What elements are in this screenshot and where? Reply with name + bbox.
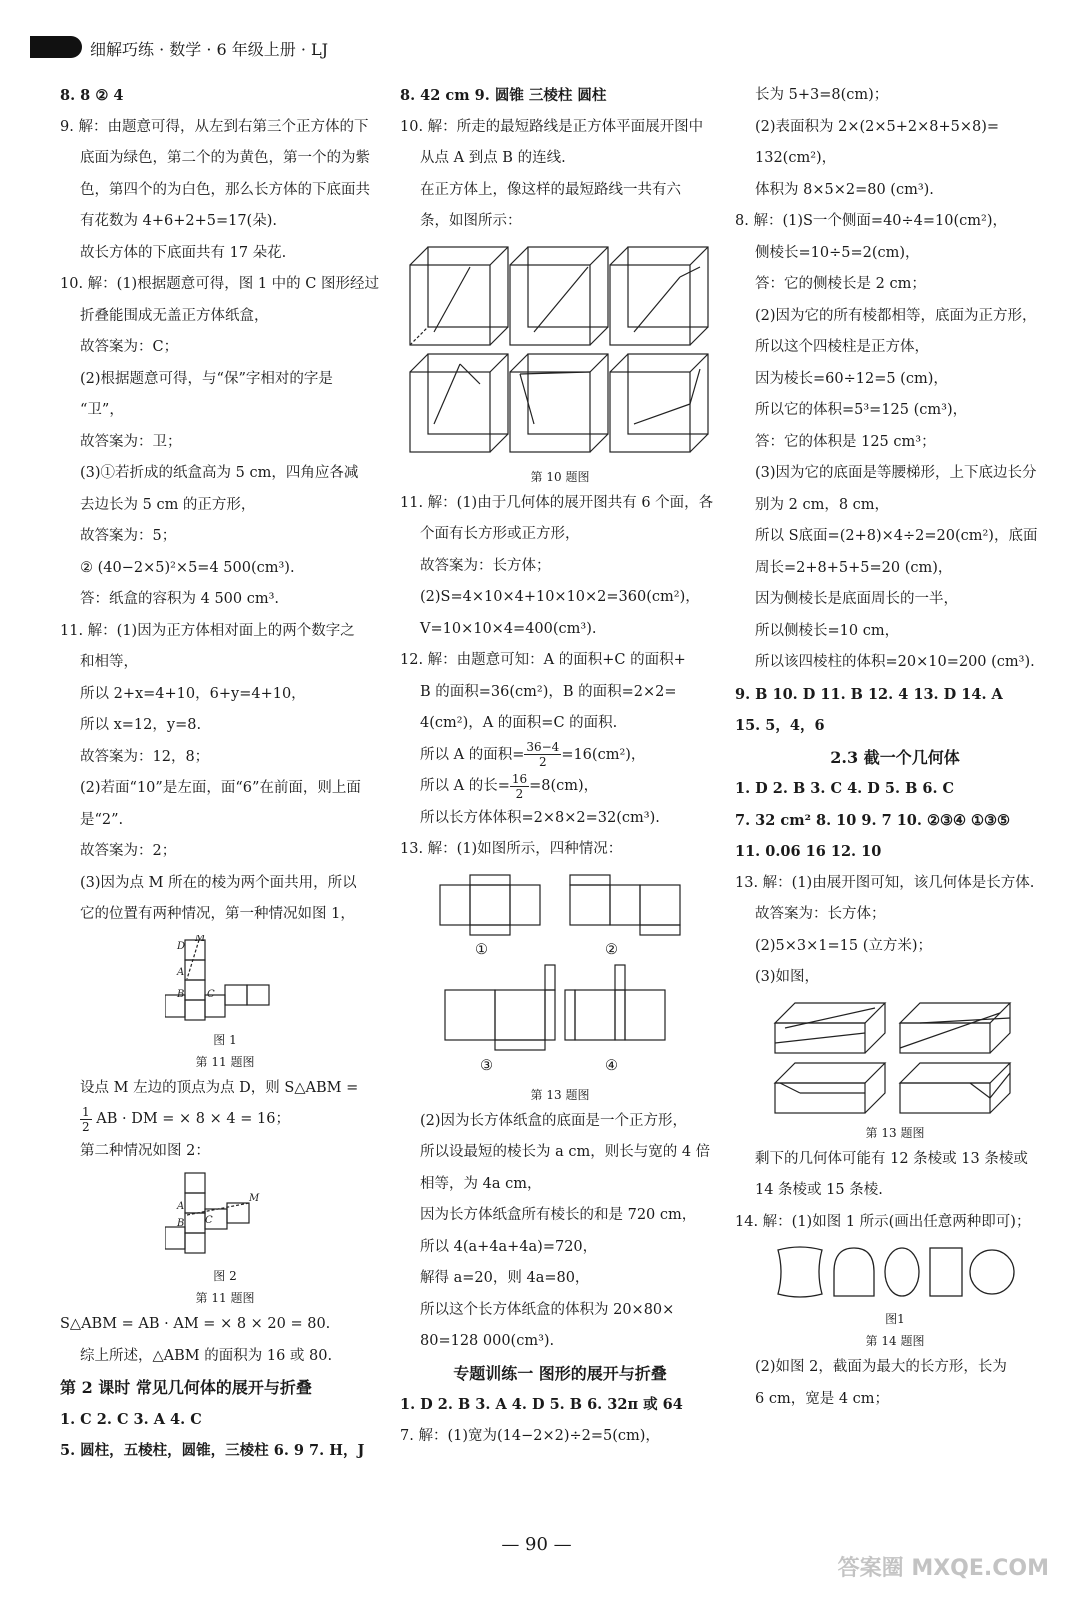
answer-line: 因为棱长=60÷12=5 (cm)， — [755, 370, 948, 387]
answer-line: 体积为 8×5×2=80 (cm³). — [755, 181, 934, 198]
column-3 — [735, 80, 1055, 1415]
watermark-logo: 答案圈 MXQE.COM — [837, 1556, 1049, 1581]
answer-line: 15. 5，4，6 — [735, 717, 825, 734]
header-title: 细解巧练 · 数学 · 6 年级上册 · LJ — [90, 40, 329, 59]
answer-line: 答：它的体积是 125 cm³； — [755, 433, 936, 450]
answer-line: 所以它的体积=5³=125 (cm³)， — [755, 402, 968, 418]
answer-line: 7. 32 cm² 8. 10 9. 7 10. ②③④ ①③⑤ — [735, 811, 1011, 829]
answer-line: 132(cm²)， — [755, 150, 837, 166]
answer-line: (2)若面“10”是左面，面“6”在前面，则上面 — [80, 780, 361, 796]
answer-line: 色，第四个的为白色，那么长方体的下底面共 — [80, 181, 370, 198]
section-heading: 专题训练一 图形的展开与折叠 — [453, 1363, 667, 1383]
answer-line: 9. B 10. D 11. B 12. 4 13. D 14. A — [735, 685, 1003, 703]
svg-text:A: A — [177, 1201, 185, 1212]
answer-line: 在正方体上，像这样的最短路线一共有六 — [420, 181, 681, 198]
answer-line: 所以 x=12，y=8. — [80, 717, 202, 733]
answer-line: 所以这个长方体纸盒的体积为 20×80× — [420, 1301, 675, 1318]
answer-line: 13. 解：(1)由展开图可知，该几何体是长方体. — [735, 874, 1035, 891]
answer-line: 从点 A 到点 B 的连线. — [420, 150, 566, 166]
svg-text:C: C — [205, 1215, 213, 1226]
answer-line: 去边长为 5 cm 的正方形， — [80, 496, 256, 513]
net-label-3: ③ — [480, 1057, 493, 1074]
answer-line: 底面为绿色，第二个的为黄色，第一个的为紫 — [80, 150, 370, 166]
svg-text:M: M — [195, 934, 206, 944]
answer-line: 解得 a=20，则 4a=80， — [420, 1270, 590, 1286]
figure-caption: 第 11 题图 — [195, 1291, 255, 1305]
answer-line: 10. 解：(1)根据题意可得，图 1 中的 C 图形经过 — [60, 276, 379, 292]
answer-line: (2)表面积为 2×(2×5+2×8+5×8)= — [755, 118, 1000, 135]
answer-line: 故长方体的下底面共有 17 朵花. — [80, 244, 287, 261]
answer-line: 7. 解：(1)宽为(14−2×2)÷2=5(cm)， — [400, 1427, 660, 1444]
net-figure-1 — [165, 935, 285, 1025]
answer-line: 个面有长方形或正方形， — [420, 526, 580, 542]
denominator: 2 — [539, 755, 547, 769]
answer-line: (3)因为它的底面是等腰梯形，上下底边长分 — [755, 465, 1037, 481]
answer-line: 80=128 000(cm³). — [420, 1333, 555, 1349]
formula-text: 所以 A 的面积= — [420, 746, 525, 763]
answer-line: 剩下的几何体可能有 12 条棱或 13 条棱或 — [755, 1150, 1028, 1167]
fraction — [510, 772, 529, 801]
answer-line-fraction — [400, 771, 720, 803]
figure-caption: 第 14 题图 — [865, 1334, 925, 1348]
svg-text:D: D — [177, 940, 186, 952]
answer-line: 1. C 2. C 3. A 4. C — [60, 1410, 202, 1428]
fraction — [524, 740, 561, 769]
figure-label: 图 1 — [213, 1032, 237, 1047]
answer-line: 10. 解：所走的最短路线是正方体平面展开图中 — [400, 118, 704, 135]
numerator: 36−4 — [526, 740, 560, 754]
svg-text:B: B — [177, 1218, 185, 1229]
answer-line: 因为长方体纸盒所有棱长的和是 720 cm， — [420, 1207, 697, 1223]
denominator: 2 — [515, 786, 524, 801]
numerator: 16 — [511, 771, 528, 786]
answer-line: 侧棱长=10÷5=2(cm)， — [755, 244, 920, 261]
answer-line: 所以设最短的棱长为 a cm，则长与宽的 4 倍 — [420, 1144, 711, 1160]
section-heading: 2.3 截一个几何体 — [830, 747, 960, 767]
answer-line: 别为 2 cm，8 cm， — [755, 496, 890, 513]
answer-line: 所以 4(a+4a+4a)=720， — [420, 1238, 598, 1255]
answer-line: 条，如图所示： — [420, 213, 522, 229]
answer-line: 4(cm²)，A 的面积=C 的面积. — [420, 715, 618, 731]
answer-line: 故答案为：C； — [80, 339, 179, 355]
answer-line: 因为侧棱长是底面周长的一半， — [755, 591, 958, 607]
answer-line: 周长=2+8+5+5=20 (cm)， — [755, 559, 953, 576]
answer-line: 11. 解：(1)由于几何体的展开图共有 6 个面，各 — [400, 494, 714, 511]
numerator: 1 — [82, 1104, 90, 1119]
answer-line: 14 条棱或 15 条棱. — [755, 1182, 883, 1198]
answer-line: 和相等， — [80, 654, 138, 670]
box-nets-figure — [410, 870, 710, 1080]
answer-line: 所以 2+x=4+10，6+y=4+10， — [80, 685, 306, 702]
column-1 — [60, 80, 390, 1467]
answer-line: 8. 解：(1)S一个侧面=40÷4=10(cm²)， — [735, 213, 1007, 229]
answer-line: 是“2”. — [80, 811, 124, 828]
answer-line: 设点 M 左边的顶点为点 D，则 S△ABM = — [80, 1079, 359, 1096]
answer-line: 第二种情况如图 2： — [80, 1142, 210, 1159]
formula-text: =8(cm)， — [529, 778, 599, 794]
answer-line: 14. 解：(1)如图 1 所示(画出任意两种即可)； — [735, 1213, 1031, 1230]
net-label-1: ① — [475, 941, 488, 958]
answer-line: 所以 S底面=(2+8)×4÷2=20(cm²)，底面 — [755, 528, 1038, 544]
section-heading: 第 2 课时 常见几何体的展开与折叠 — [60, 1378, 312, 1397]
answer-line: (2)因为长方体纸盒的底面是一个正方形， — [420, 1112, 688, 1129]
answer-line: (3)①若折成的纸盒高为 5 cm，四角应各减 — [80, 465, 359, 481]
formula-text: =16(cm²)， — [561, 746, 646, 763]
answer-line: 8. 42 cm 9. 圆锥 三棱柱 圆柱 — [400, 87, 607, 104]
figure-caption: 第 11 题图 — [195, 1054, 255, 1069]
answer-line: V=10×10×4=400(cm³). — [420, 620, 597, 637]
figure-caption: 第 13 题图 — [530, 1087, 590, 1102]
answer-line: 长为 5+3=8(cm)； — [755, 87, 889, 103]
answer-line: (2)5×3×1=15 (立方米)； — [755, 937, 933, 954]
figure-label: 图1 — [885, 1312, 905, 1326]
answer-line: 1. D 2. B 3. A 4. D 5. B 6. 32π 或 64 — [400, 1396, 683, 1413]
column-2 — [400, 80, 720, 1452]
answer-line: 折叠能围成无盖正方体纸盒， — [80, 307, 269, 324]
formula-text: AB · DM = × 8 × 4 = 16； — [96, 1111, 290, 1127]
cut-box-figure — [770, 998, 1020, 1118]
answer-line: 故答案为：2； — [80, 843, 177, 859]
svg-text:M: M — [249, 1193, 260, 1204]
answer-line: 相等，为 4a cm， — [420, 1175, 542, 1192]
answer-line: (3)如图， — [755, 969, 820, 985]
answer-line: 11. 0.06 16 12. 10 — [735, 843, 882, 860]
answer-line: (3)因为点 M 所在的棱为两个面共用，所以 — [80, 874, 357, 891]
answer-line: 有花数为 4+6+2+5=17(朵). — [80, 213, 277, 229]
answer-line: 故答案为：长方体； — [755, 906, 886, 922]
answer-line: 它的位置有两种情况，第一种情况如图 1， — [80, 906, 355, 922]
answer-line: (2)因为它的所有棱都相等，底面为正方形， — [755, 307, 1037, 324]
answer-line: 故答案为：卫； — [80, 433, 182, 450]
net-figure-2 — [165, 1171, 285, 1261]
cube-paths-figure — [405, 242, 715, 462]
answer-line: 所以该四棱柱的体积=20×10=200 (cm³). — [755, 654, 1035, 670]
answer-line: 12. 解：由题意可知：A 的面积+C 的面积+ — [400, 652, 686, 668]
answer-line-fraction — [400, 740, 720, 772]
header-tab-block — [30, 36, 82, 58]
fraction — [80, 1105, 92, 1134]
answer-line: B 的面积=36(cm²)，B 的面积=2×2= — [420, 683, 677, 700]
answer-line: 5. 圆柱，五棱柱，圆锥，三棱柱 6. 9 7. H，J — [60, 1442, 365, 1459]
answer-line: S△ABM = AB · AM = × 8 × 20 = 80. — [60, 1316, 331, 1332]
answer-line: (2)根据题意可得，与“保”字相对的字是 — [80, 370, 333, 387]
answer-line: 6 cm，宽是 4 cm； — [755, 1390, 890, 1407]
figure-label: 图 2 — [213, 1269, 237, 1283]
figure-caption: 第 13 题图 — [865, 1125, 925, 1140]
answer-line: 8. 8 ② 4 — [60, 87, 124, 104]
denominator: 2 — [82, 1119, 90, 1134]
answer-line: 1. D 2. B 3. C 4. D 5. B 6. C — [735, 780, 955, 797]
answer-line-fraction — [60, 1104, 390, 1136]
answer-line: 故答案为：5； — [80, 528, 177, 544]
answer-line: 13. 解：(1)如图所示，四种情况： — [400, 841, 623, 857]
answer-line: “卫”， — [80, 402, 124, 418]
net-label-4: ④ — [605, 1057, 618, 1074]
answer-line: 9. 解：由题意可得，从左到右第三个正方体的下 — [60, 118, 369, 135]
answer-line: ② (40−2×5)²×5=4 500(cm³). — [80, 559, 295, 576]
answer-line: (2)如图 2，截面为最大的长方形，长为 — [755, 1359, 1007, 1375]
answer-line: 答：纸盒的容积为 4 500 cm³. — [80, 591, 280, 607]
answer-line: 故答案为：长方体； — [420, 557, 551, 574]
svg-text:B: B — [177, 988, 185, 1000]
answer-line: 答：它的侧棱长是 2 cm； — [755, 276, 926, 292]
answer-line: 所以长方体体积=2×8×2=32(cm³). — [420, 809, 660, 826]
formula-text: 所以 A 的长= — [420, 778, 510, 794]
answer-line: 综上所述，△ABM 的面积为 16 或 80. — [80, 1347, 333, 1364]
answer-line: 11. 解：(1)因为正方体相对面上的两个数字之 — [60, 622, 355, 639]
cross-section-shapes — [770, 1242, 1020, 1304]
answer-line: (2)S=4×10×4+10×10×2=360(cm²)， — [420, 589, 700, 605]
svg-text:C: C — [207, 988, 215, 1000]
net-label-2: ② — [605, 941, 618, 958]
figure-caption: 第 10 题图 — [530, 469, 590, 484]
page-number: — 90 — — [501, 1534, 572, 1555]
answer-line: 所以这个四棱柱是正方体， — [755, 339, 929, 355]
svg-text:A: A — [177, 966, 185, 978]
answer-line: 故答案为：12，8； — [80, 748, 210, 765]
answer-line: 所以侧棱长=10 cm， — [755, 622, 900, 639]
